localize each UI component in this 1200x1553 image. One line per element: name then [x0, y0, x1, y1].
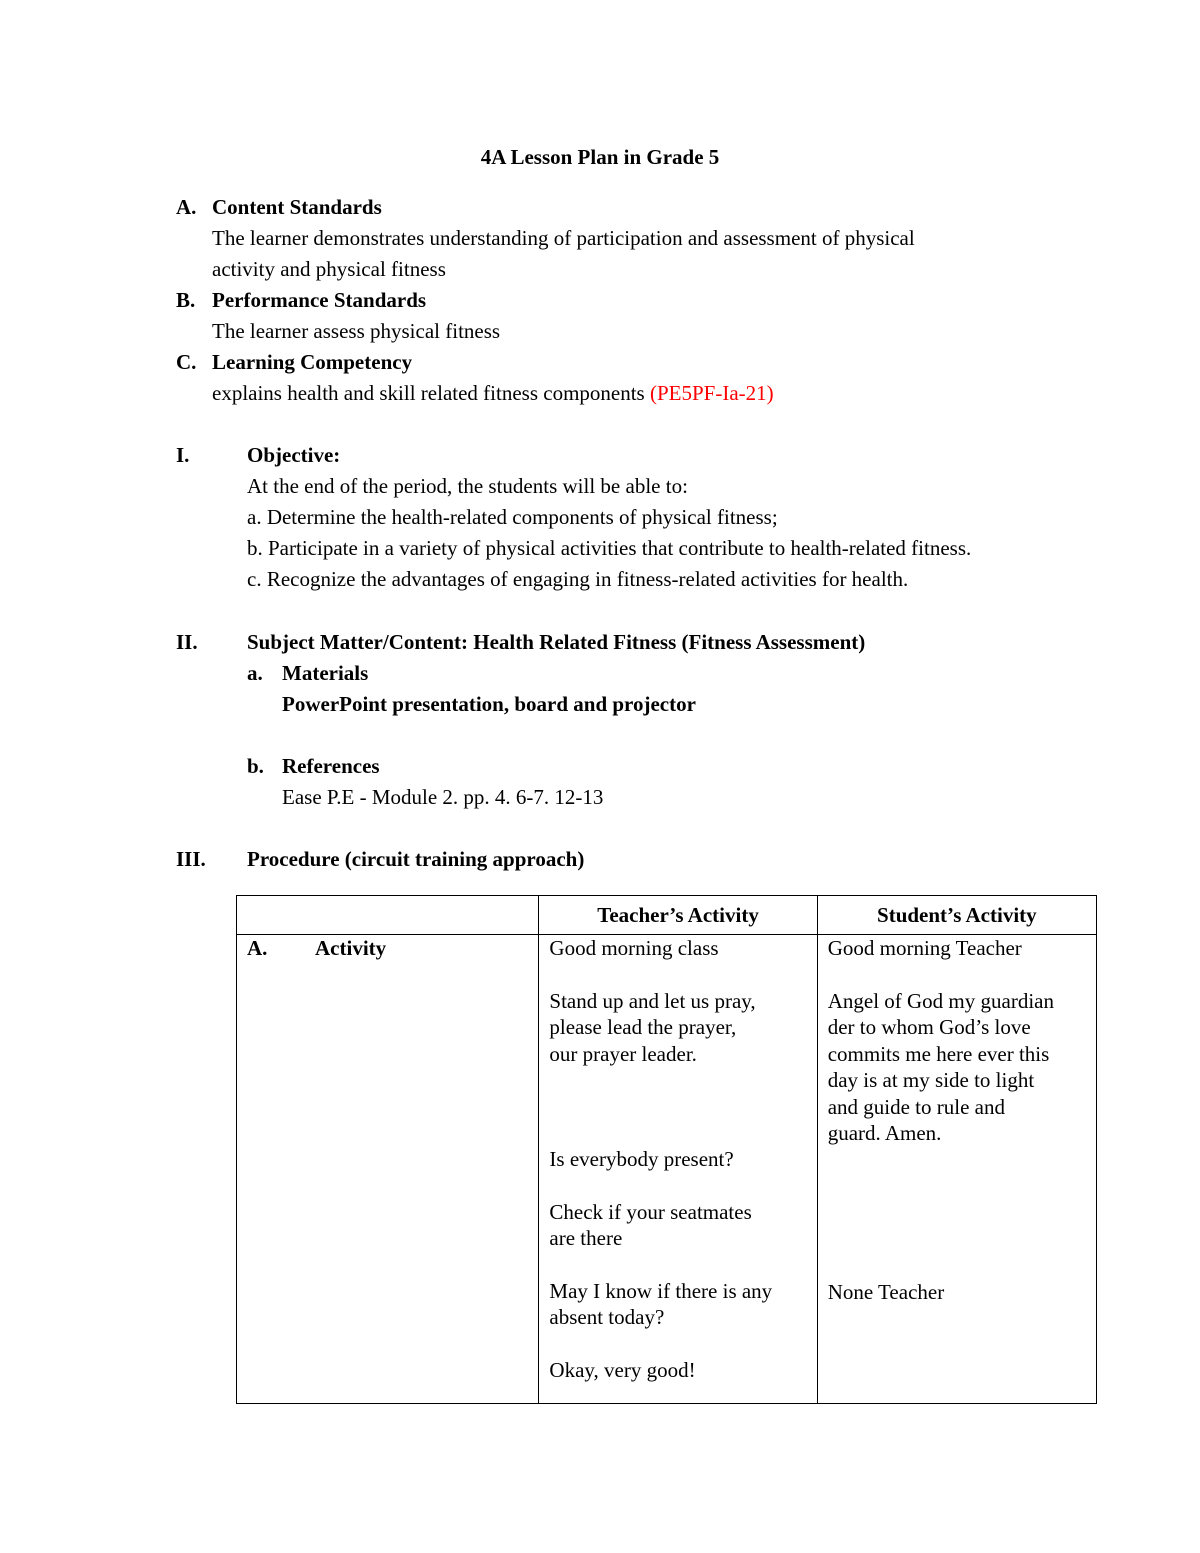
- teacher-activity-cell: [539, 935, 817, 1404]
- teacher-line: Stand up and let us pray,: [549, 988, 756, 1013]
- materials: [176, 658, 1076, 720]
- standard-heading: Performance Standards: [212, 288, 427, 312]
- teacher-line: Good morning class: [549, 936, 719, 960]
- teacher-line: absent today?: [549, 1305, 665, 1329]
- section-heading: Subject Matter/Content: Health Related Fitness (Fitness Assessment): [247, 630, 866, 654]
- subject-matter-section: [176, 627, 1076, 813]
- standard-letter: B.: [176, 288, 196, 312]
- student-line: Good morning Teacher: [827, 936, 1022, 960]
- teacher-line: May I know if there is any: [549, 1278, 773, 1303]
- teacher-line: please lead the prayer,: [549, 1015, 737, 1039]
- section-number: III.: [176, 847, 206, 871]
- competency-text: [176, 378, 1056, 409]
- table-header-row: [237, 896, 1097, 935]
- learning-competency: [176, 347, 1056, 409]
- competency-description: explains health and skill related fitness components: [212, 381, 645, 405]
- standard-heading: Learning Competency: [212, 350, 413, 374]
- table-header-student: Student’s Activity: [817, 896, 1096, 935]
- materials-text: PowerPoint presentation, board and projector: [282, 692, 696, 716]
- row-label: Activity: [315, 936, 387, 960]
- references: [176, 751, 1076, 813]
- standard-letter: A.: [176, 195, 197, 219]
- section-heading: Objective:: [247, 443, 341, 467]
- student-line: commits me here ever this: [827, 1041, 1050, 1066]
- objective-intro: At the end of the period, the students will be able to:: [247, 474, 688, 498]
- objective-item: b. Participate in a variety of physical activities that contribute to health-related fitness.: [247, 536, 972, 560]
- standard-heading: Content Standards: [212, 195, 382, 219]
- teacher-line: our prayer leader.: [549, 1041, 697, 1066]
- standard-text: activity and physical fitness: [212, 257, 446, 281]
- section-number: I.: [176, 443, 190, 467]
- standard-text: The learner demonstrates understanding of participation and assessment of physical: [212, 226, 915, 250]
- content-standards: [176, 192, 1056, 285]
- standard-letter: C.: [176, 350, 197, 374]
- student-line: der to whom God’s love: [827, 1015, 1031, 1039]
- teacher-line: Is everybody present?: [549, 1147, 734, 1171]
- teacher-line: are there: [549, 1226, 623, 1250]
- student-line: None Teacher: [827, 1279, 945, 1304]
- procedure-section: [176, 844, 1076, 875]
- section-number: II.: [176, 630, 198, 654]
- objective-section: [176, 440, 1076, 595]
- teacher-line: Check if your seatmates: [549, 1199, 752, 1224]
- student-line: Angel of God my guardian: [827, 988, 1054, 1013]
- student-line: and guide to rule and: [827, 1094, 1005, 1119]
- sub-heading: References: [282, 754, 380, 778]
- sub-heading: Materials: [282, 661, 369, 685]
- row-letter: A.: [247, 936, 268, 960]
- objective-item: a. Determine the health-related components of physical fitness;: [247, 505, 778, 529]
- student-line: guard. Amen.: [827, 1121, 942, 1145]
- table-row: [237, 935, 1097, 1404]
- sub-letter: b.: [247, 754, 264, 778]
- references-text: Ease P.E - Module 2. pp. 4. 6-7. 12-13: [282, 785, 604, 809]
- procedure-table: [236, 895, 1097, 1404]
- table-header-empty: [237, 896, 539, 935]
- sub-letter: a.: [247, 661, 263, 685]
- objective-item: c. Recognize the advantages of engaging in fitness-related activities for health.: [247, 567, 909, 591]
- student-activity-cell: [817, 935, 1096, 1404]
- performance-standards: [176, 285, 1056, 347]
- row-label-cell: [237, 935, 539, 1404]
- table-header-teacher: Teacher’s Activity: [539, 896, 817, 935]
- teacher-line: Okay, very good!: [549, 1357, 696, 1382]
- student-line: day is at my side to light: [827, 1068, 1035, 1092]
- section-heading: Procedure (circuit training approach): [247, 847, 585, 871]
- competency-code: (PE5PF-Ia-21): [649, 381, 774, 405]
- standard-text: The learner assess physical fitness: [212, 319, 501, 343]
- page-title: 4A Lesson Plan in Grade 5: [480, 145, 720, 169]
